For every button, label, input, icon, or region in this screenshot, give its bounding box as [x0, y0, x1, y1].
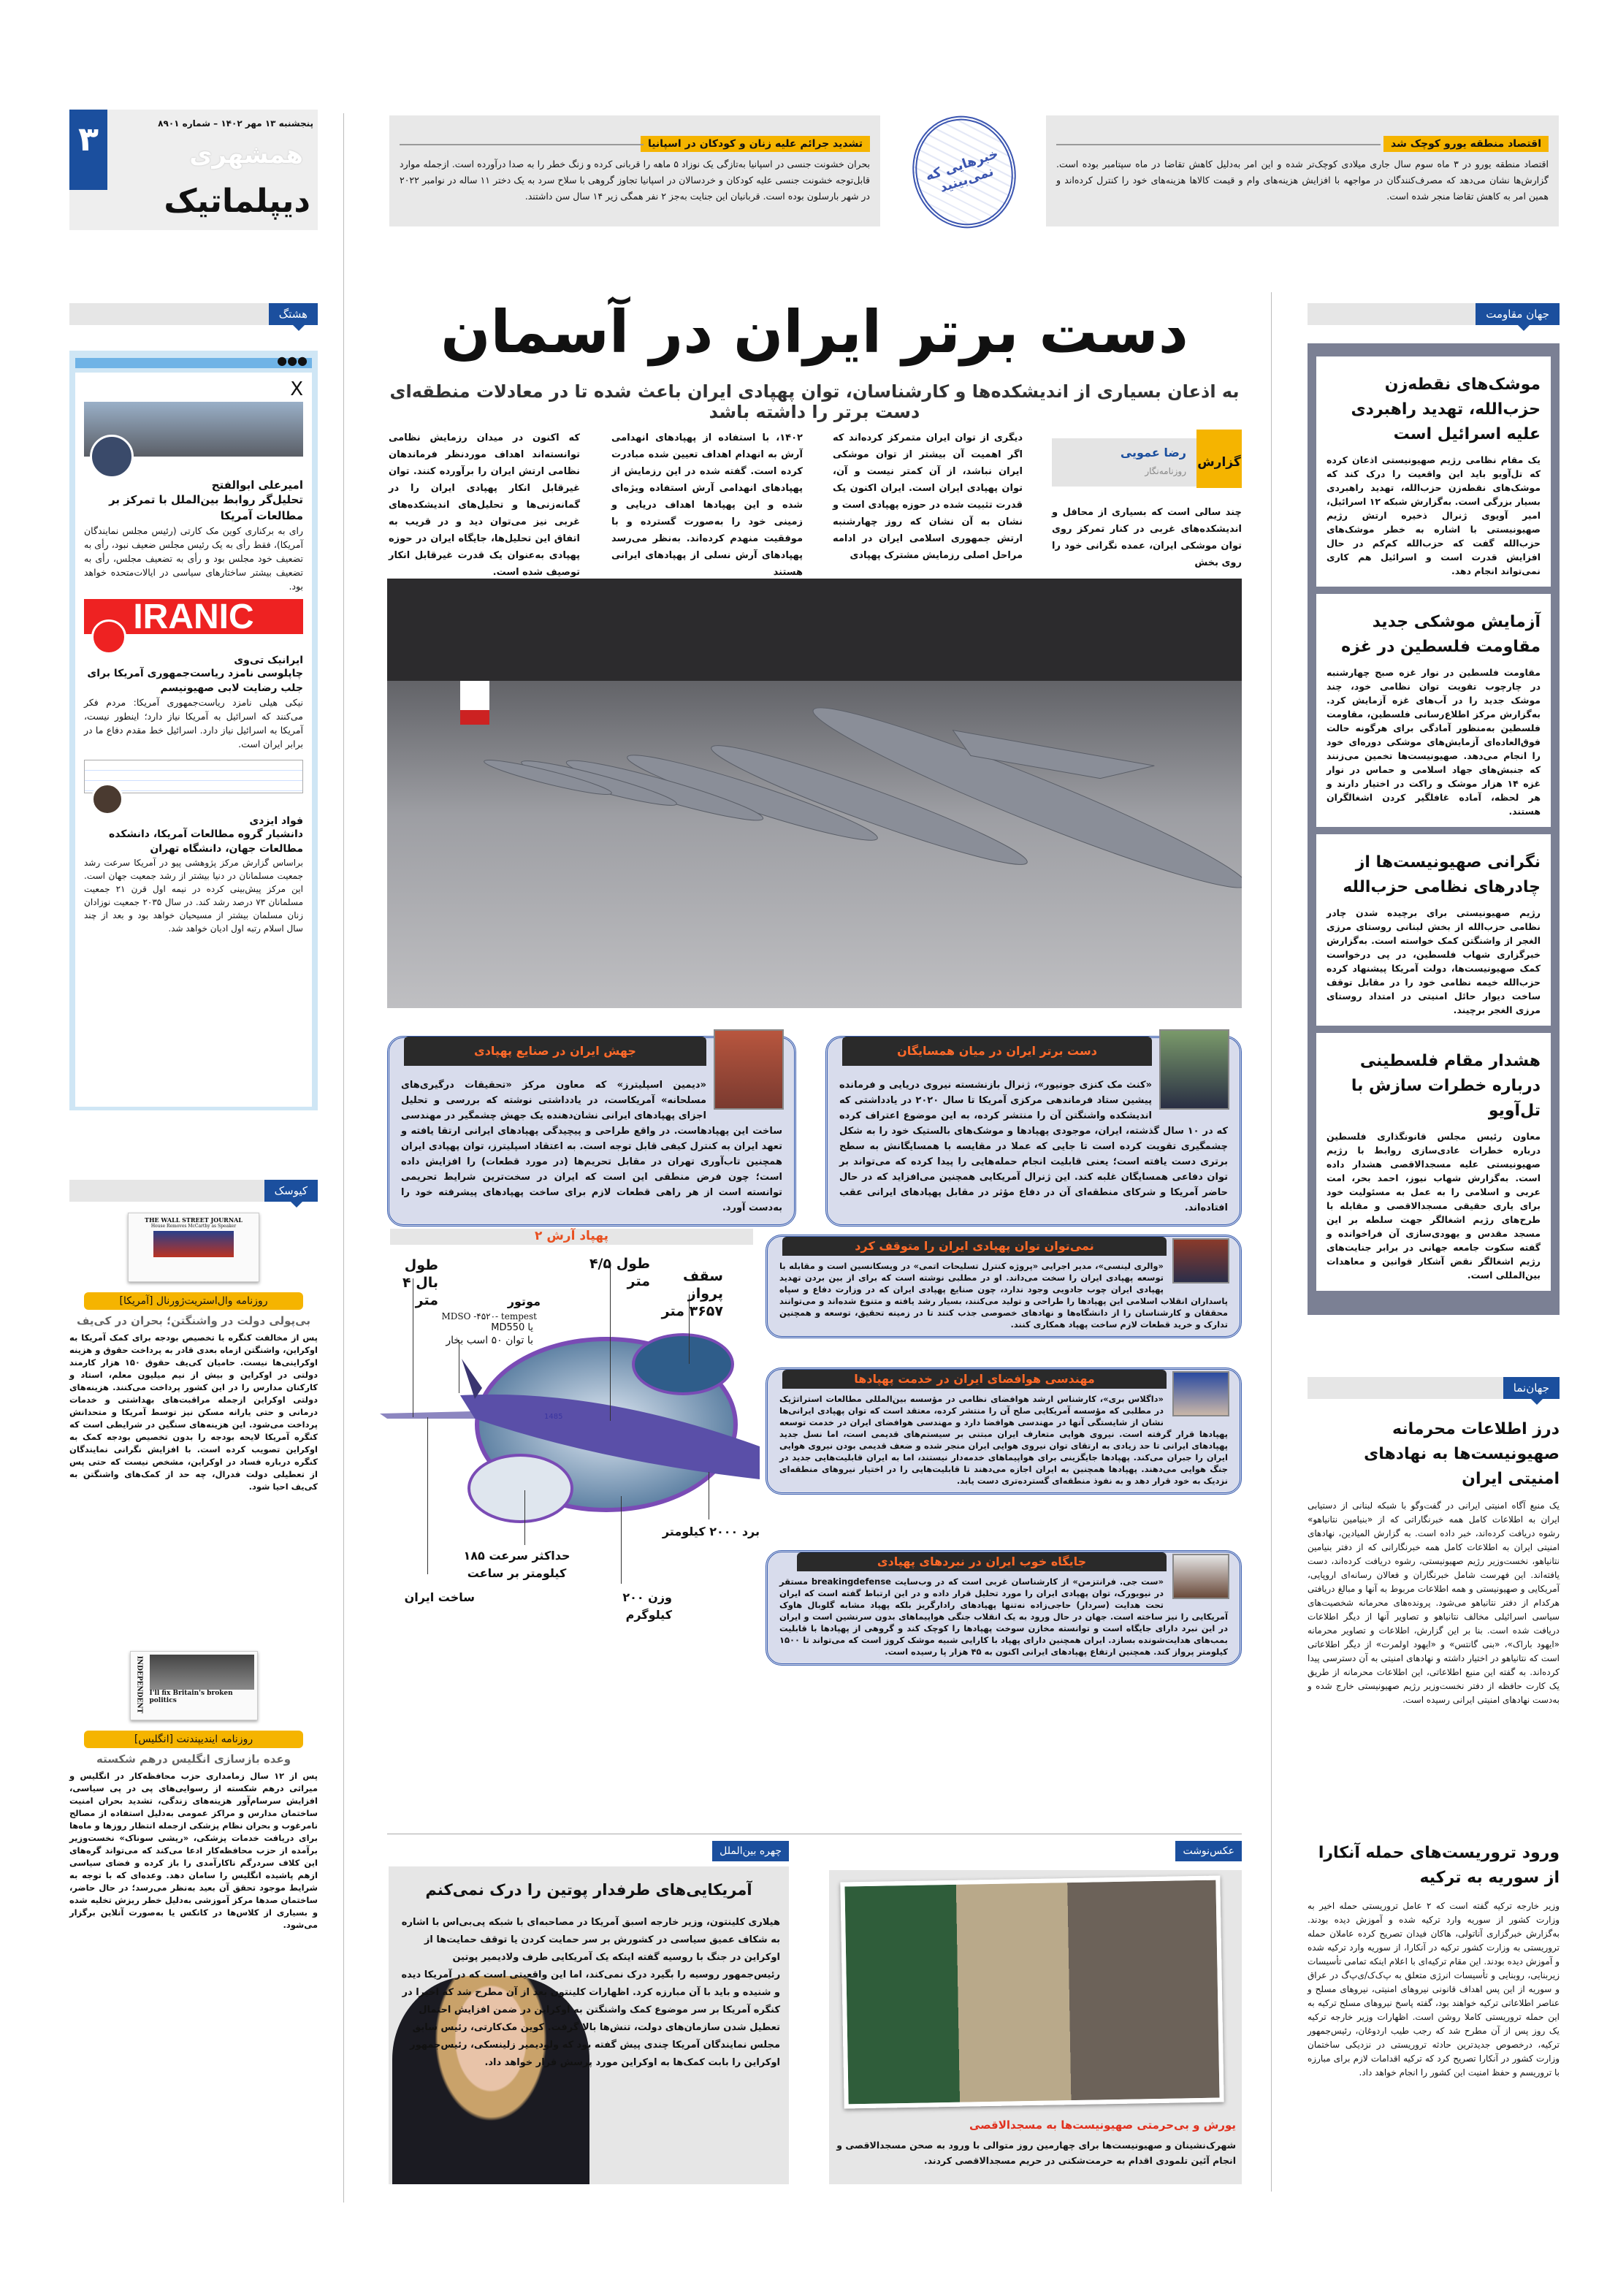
main-column-2: دیگری از توان ایران متمرکز کرده‌اند که اگر اهمیت آن بیشتر از توان موشکی ایران نباشد، از آن کمتر نیست و آن، توان پهپادی ایران است. ایران اکنون یک قدرت تثبیت شده در حوزه پهپادی است و نشان به آن نشان که روز چهارشنبه ارتش جمهوری اسلامی ایران در ادامه مراحل اصلی رزمایش مشترک پهپادی [833, 432, 1023, 561]
section-kiosk [69, 1180, 318, 1202]
resistance-item-body: معاون رئیس مجلس قانونگذاری فلسطین درباره خطرات عادی‌سازی روابط با رژیم صهیونیستی علیه مسجدالاقصی هشدار داده است. به‌گزارش شهاب نیوز، احمد بحر، امت عربی و اسلامی را به عمل به مسئولیت خود برای یاری حقیقی مسجدالاقصی و مقابله با طرح‌های رژیم اشغالگر جهت سلطه بر این مسجد مقدس و یهودی‌سازی آن فراخوانده و گفته سکوت جامعه جهانی در برابر جنایت‌های رژیم اشغالگر نقض آشکار قوانین و معاهدات بین‌المللی است. [1327, 1131, 1541, 1281]
world-view-article [1308, 1417, 1560, 1707]
page-number: ۳ [69, 110, 107, 190]
photo-caption-section [829, 1845, 1242, 2184]
kiosk-item-wsj [69, 1213, 318, 1493]
top-news-left-title: تشدید جرائم علیه زنان و کودکان در اسپانیا [641, 136, 870, 152]
quote-box-body: «ست جی. فرانتزمن» از کارشناسان غربی است که در وب‌سایت breakingdefense مستقر در نیویورک، توان پهپادی ایران را مورد تحلیل قرار داده و در این ارتباط گفته است که ایران تحت هدایت (سردار) حاجی‌زاده نه‌تنها پهپادهای رادارگریز بلکه پهپاد مشابه گلوبال هاوک آمریکایی را نیز ساخته است. جهان در حال ورود به یک انقلاب جنگی هواپیماهای بدون سرنشین است و ایران در این نبرد دارای جایگاه است و توانسته مخازن سوخت پهپادها را کوچک کند و گروهی از پهپادها با قابلیت بمب‌های هدایت‌شونده بسازد. ایران همچنین دارای پهپاد با کارایی شبیه موشک کروز است که می‌تواند تا ۱۵۰۰ کیلومتر پرواز کند. همچنین ارتفاع پهپادهای ایرانی اکنون به ۴۵ هزار پا رسیده است. [779, 1576, 1228, 1657]
kiosk-label: روزنامه وال‌استریت‌ژورنال [آمریکا] [84, 1292, 303, 1310]
label-max-speed: حداکثر سرعت ۱۸۵ کیلومتر بر ساعت [463, 1549, 570, 1580]
world-view-article [1308, 1841, 1560, 2080]
top-news-left [389, 115, 880, 226]
label-engine-title: موتور [507, 1294, 541, 1308]
section-resistance-label: جهان مقاومت [1476, 303, 1560, 325]
iranic-banner: IRANIC [84, 599, 303, 634]
masthead [69, 110, 318, 230]
post-author: امیرعلی ابوالفتح [211, 478, 303, 492]
top-news-left-body: بحران خشونت جنسی در اسپانیا به‌تازگی یک نوزاد ۵ ماهه را قربانی کرده و زنگ خطر را به صدا درآورده است. ازجمله موارد قابل‌توجه خشونت جنسی علیه کودکان و خردسالان در اسپانیا تجاوز گروهی با سلاح سرد به یک دختر ۱۱ ساله در نوامبر ۲۰۲۲ در شهر بارسلون بوده است. قربانیان این جنایت به‌جز ۲ نفر همگی زیر ۱۴ سال سن داشتند. [400, 159, 870, 202]
quote-box-title: جهش ایران در صنایع پهپادی [404, 1037, 706, 1066]
main-column-3: ۱۴۰۲، با استفاده از پهپادهای انهدامی آرش به انهدام اهداف تعیین شده مبادرت کرده است. گفته شده در این رزمایش از پهپادهای انهدامی آرش استفاده ویژه‌ای شده و این پهپادها اهداف دریایی و زمینی خود را به‌صورت گسترده و با موفقیت منهدم کرده‌اند. به‌نظر می‌رسد پهپادهای آرش نسلی از پهپادهای ایرانی هستند [611, 432, 803, 578]
post-body: نیکی هیلی نامزد ریاست‌جمهوری آمریکا: مردم فکر می‌کنند که اسرائیل به آمریکا نیاز دارد؛ اینطور نیست، آمریکا به اسرائیل نیاز دارد. اسرائیل خط مقدم دفاع ما در برابر ایران است. [84, 697, 303, 750]
main-subheadline: به اذعان بسیاری از اندیشکده‌ها و کارشناسان، توان پهپادی ایران باعث شده تا در معادلات منطقه‌ای دست برتر را داشته باشد [389, 381, 1240, 422]
portrait-photo [1172, 1554, 1229, 1599]
independent-masthead: INDEPENDENT [134, 1655, 142, 1714]
intl-face-tag: چهره بین‌الملل [712, 1841, 789, 1861]
kiosk-label: روزنامه ایندیپندنت [انگلیس] [84, 1731, 303, 1748]
world-view-body: وزیر خارجه ترکیه گفته است که ۲ عامل تروریستی حمله اخیر به وزارت کشور از سوریه وارد ترکیه شده و آموزش دیده بودند. به‌گزارش خبرگزاری آناتولی، هاکان فیدان تصریح کرده عاملان حمله تروریستی به وزارت کشور ترکیه در آنکارا، از سوریه وارد ترکیه شده و آموزش دیده بودند. این مقام ترکیه‌ای با اعلام اینکه تمامی تأسیسات زیربنایی، روبنایی و تأسیسات انرژی متعلق به پ‌ک‌ک/ی‌پ‌گ در عراق و سوریه از این پس اهداف قانونی نیروهای امنیتی، نیروهای مسلح و عناصر اطلاعاتی ترکیه خواهند بود، گفته پاسخ نیروهای مسلح ترکیه به این حمله تروریستی کاملا روشن است. اظهارات وزیر خارجه ترکیه یک روز پس از آن مطرح شد که رجب طیب اردوغان، رئیس‌جمهور ترکیه، درخصوص جدیدترین حادثه تروریستی در نزدیکی ساختمان وزارت کشور در آنکارا تصریح کرد که ترکیه اقدامات لازم برای مبارزه با تروریسم و حفظ امنیت این کشور را انجام خواهد داد. [1308, 1901, 1560, 2078]
wsj-cover [128, 1213, 259, 1282]
resistance-item [1316, 1036, 1551, 1291]
post-body: رای به برکناری کوین مک کارتی (رئیس مجلس نمایندگان آمریکا)، فقط رأی به یک رئیس مجلس ضعیف نبود، رأی به تضعیف خود مجلس بود و رأی به تضعیف مجلس، رأی به تضعیف بیشتر ساختارهای سیاسی در ایالات‌متحده خواهد بود. [84, 525, 303, 592]
drone-rows-illustration [387, 579, 1242, 1008]
label-engine-line2: یا MD550 [491, 1322, 533, 1333]
section-resistance [1308, 303, 1560, 325]
wsj-cover-headline: House Removes McCarthy as Speaker [150, 1224, 237, 1229]
section-hashtag [69, 303, 318, 325]
resistance-item-body: رژیم صهیونیستی برای برچیده شدن چادر نظامی حزب‌الله از بخش لبنانی روستای مرزی الغجر از واشنگتن کمک خواسته است. به‌گزارش خبرگزاری شهاب فلسطین، در پی درخواست کمک صهیونیست‌ها، دولت آمریکا پیشنهاد کرده حزب‌الله خیمه نظامی خود را در مقابل توقف ساخت دیوار حائل امنیتی در امتداد روستای مرزی الغجر برچیند. [1327, 907, 1541, 1015]
byline [1052, 438, 1242, 487]
quote-box-body: «دیمین اسپلیترز» که معاون مرکز «تحقیقات درگیری‌های مسلحانه» آمریکاست، در یادداشتی نوشته که بررسی و تحلیل اجزای پهپادهای ایرانی نشان‌دهنده یک جهش چشمگیر در مهندسی ساخت این پهپادهاست. در واقع طراحی و پیچیدگی پهپادهای ایرانی ارتقا یافته و تعهد ایران به کنترل کیفی قابل توجه است. به اعتقاد اسپلیترز، توان پهپادی ایران همچنین تاب‌آوری تهران در مقابل تحریم‌ها (در مورد قطعات) را افزایش داده است؛ چون فرض منطقی این است که ایران در سخت‌ترین شرایط تحریمی توانسته است از هر راهی قطعات لازم برای ساخت پهپادهای پیشرفته خود را به‌دست آورد. [401, 1080, 782, 1213]
portrait-photo [1159, 1029, 1229, 1110]
photo-caption-tag: عکس‌نوشت [1175, 1841, 1242, 1861]
intl-face-section [389, 1845, 789, 2184]
resistance-item-body: یک مقام نظامی رژیم صهیونیستی اذعان کرده که تل‌آویو باید این واقعیت را درک کند که موشک‌های نقطه‌زن حزب‌الله، تهدید راهبردی بسیار بزرگی است. به‌گزارش شبکه ۱۲ اسرائیل، امیر آویوی ژنرال ذخیره ارتش رژیم صهیونیستی با اشاره به خطر موشک‌های حزب‌الله گفت که حزب‌الله کم‌کم در حال افزایش قدرت است و اسرائیل هم کاری نمی‌تواند انجام دهد. [1327, 454, 1541, 576]
date-line: پنجشنبه ۱۳ مهر ۱۴۰۲ – شماره ۸۹۰۱ [158, 118, 313, 129]
intl-face-body: هیلاری کلینتون، وزیر خارجه اسبق آمریکا در مصاحبه‌ای با شبکه پی‌بی‌اس با اشاره به شکاف عمیق سیاسی در کشورش بر سر حمایت کردن یا توقف حمایت‌ها از اوکراین در جنگ با روسیه گفته اینکه یک آمریکایی طرف ولادیمیر پوتین رئیس‌جمهور روسیه را بگیرد درک نمی‌کند، اما این واقعیتی است که در آمریکا دیده و شنیده و باید با آن مبارزه کرد. اظهارات کلینتون بعد از آن مطرح شد که اخیرا در کنگره آمریکا بر سر موضوع کمک واشنگتن به اوکراین در ضمن افزایش احتمال تعطیل شدن سازمان‌های دولت، تنش‌ها بالا گرفت. کوین مک‌کارتی، رئیس سابق مجلس نمایندگان آمریکا چندی پیش گفته بود که ولودیمیر زلینسکی، رئیس‌جمهور اوکراین را بابت کمک‌ها به اوکراین مورد پرسش قرار خواهد داد. [401, 1917, 780, 2068]
label-range: برد ۲۰۰۰ کیلومتر [662, 1525, 760, 1538]
section-hashtag-label: هشتگ [269, 303, 318, 325]
main-column-4: که اکنون در میدان رزمایش نظامی توانسته‌اند اهداف موردنظر فرماندهان نظامی ارتش ایران را برآورده کنند. توان غیرقابل انکار پهپادی ایران را در گمانه‌زنی‌ها و تحلیل‌های اندیشکده‌های غربی نیز می‌توان دید و در قریب به اتفاق این تحلیل‌ها، جایگاه ایران در حوزه پهپادی به‌عنوان یک قدرت غیرقابل انکار توصیف شده است. [389, 432, 580, 578]
resistance-panel [1308, 343, 1560, 1315]
avatar [90, 435, 134, 478]
infographic-title: پهپاد آرش ۲ [535, 1229, 608, 1243]
quote-box-neighbors [825, 1036, 1242, 1227]
paper-name: همشهری [189, 140, 303, 169]
resistance-item [1316, 837, 1551, 1026]
resistance-item [1316, 359, 1551, 587]
post-author: ایرانیک تی‌وی [234, 655, 303, 666]
main-column-1: چند سالی است که بسیاری از محافل و اندیشکده‌های غربی در کنار تمرکز روی توان موشکی ایران، عمده نگرانی خود را روی بخش [1052, 507, 1242, 568]
kiosk-title: بی‌پولی دولت در واشنگتن؛ بحران در کی‌یف [77, 1314, 310, 1327]
resistance-item-title: هشدار مقام فلسطینی درباره خطرات سازش با تل‌آویو [1351, 1052, 1541, 1120]
resistance-item-title: آزمایش موشکی جدید مقاومت فلسطین در غزه [1341, 613, 1541, 656]
post-body: براساس گزارش مرکز پژوهشی پیو در آمریکا سرعت رشد جمعیت مسلمانان در دنیا بیشتر از رشد جمعیت جهان است. این مرکز پیش‌بینی کرده در نیمه اول قرن ۲۱ جمعیت مسلمانان ۷۳ درصد رشد کند. در سال ۲۰۳۵ جمعیت نوزادان زنان مسلمان بیشتر از مسیحیان خواهد بود و بعد از چند سال اسلام رتبه اول ادیان خواهد شد. [84, 858, 303, 934]
quote-box-unstoppable [766, 1235, 1242, 1338]
resistance-item-body: مقاومت فلسطین در نوار غزه صبح چهارشنبه در چارچوب تقویت توان نظامی خود، چند موشک جدید را در آب‌های غزه آزمایش کرد. به‌گزارش مرکز اطلاع‌رسانی فلسطین، مقاومت فلسطین به‌منظور آمادگی برای هرگونه حالت فوق‌العاده‌ای آزمایش‌های موشکی دوره‌ای خود را انجام می‌دهد. صهیونیست‌ها تخمین می‌زنند که جنبش‌های جهاد اسلامی و حماس در نوار غزه ۱۴ هزار موشک و راکت در اختیار دارند و هر لحظه، آماده غافلگیر کردن اشغالگران هستند. [1327, 667, 1541, 817]
independent-cover-headline: I'll fix Britain's broken politics [149, 1690, 233, 1704]
top-news-right-body: اقتصاد منطقه یورو در ۳ ماه سوم سال جاری میلادی کوچک‌تر شده و این امر به‌دلیل کاهش تقاضا در ماه سپتامبر بوده است. گزارش‌ها نشان می‌دهد که مصرف‌کنندگان در مواجهه با افزایش هزینه‌های وام و قیمت کالاها هزینه‌های خود را کنترل کرده‌اند و همین امر به کاهش تقاضا منجر شده است. [1056, 159, 1549, 202]
quote-box-industry [387, 1036, 796, 1227]
portrait-photo [714, 1029, 784, 1110]
author-role: روزنامه‌نگار [1145, 466, 1186, 476]
arash2-infographic [380, 1227, 760, 1812]
avatar [91, 783, 123, 815]
portrait-photo [1172, 1371, 1229, 1416]
wsj-masthead: THE WALL STREET JOURNAL [145, 1216, 243, 1224]
stamp [898, 102, 1030, 242]
world-view-title: درز اطلاعات محرمانه صهیونیست‌ها به نهادهای امنیتی ایران [1364, 1420, 1560, 1488]
browser-bar [75, 354, 312, 368]
main-headline: دست برتر ایران در آسمان [440, 298, 1188, 366]
post-author-role: تحلیل‌گر روابط بین‌الملل با تمرکز بر مطالعات آمریکا [109, 493, 303, 522]
x-posts-panel [69, 351, 318, 1110]
label-length: طول ۴/۵ متر [589, 1256, 650, 1289]
quote-box-title: دست برتر ایران در میان همسایگان [842, 1037, 1152, 1066]
label-weight: وزن ۲۰۰ کیلوگرم [622, 1590, 672, 1622]
post-author-role: دانشیار گروه مطالعات آمریکا، دانشکده مطالعات جهان، دانشگاه تهران [108, 828, 303, 855]
section-world-view [1308, 1377, 1560, 1399]
top-news-right [1046, 115, 1559, 226]
label-wingspan: طول بال ۴ متر [402, 1257, 438, 1308]
al-aqsa-photo [840, 1875, 1224, 2108]
section-world-view-label: جهان‌نما [1503, 1377, 1560, 1399]
window-dots-icon: ●●● [277, 354, 308, 367]
intl-face-title: آمریکایی‌های طرفدار پوتین را درک نمی‌کنم [425, 1881, 752, 1899]
quote-box-drone-battles [766, 1550, 1242, 1666]
post-author-role: چاپلوسی نامزد ریاست‌جمهوری آمریکا برای جلب رضایت لابی صهیونیسم [87, 668, 303, 694]
kiosk-item-independent [69, 1651, 318, 1931]
world-view-title: ورود تروریست‌های حمله آنکارا از سوریه به ترکیه [1318, 1844, 1560, 1887]
stamp-text: خبرهایی که نمی‌بینید [923, 145, 1001, 196]
quote-box-title: مهندسی هوافضای ایران در خدمت پهپادها [782, 1370, 1167, 1389]
quote-box-body: «داگلاس بری»، کارشناس ارشد هوافضای نظامی در مؤسسه بین‌المللی مطالعات استراتژیک در مطلبی که مؤسسه آمریکایی صلح آن را منتشر کرده، معتقد است که توان پهپادی ایرانی‌ها نشان از شایستگی آنها در مهندسی هوافضا دارد و مهندسی هوافضای ایران در خدمت توسعه پهپادها قرار گرفته است. نیروی هوایی متعارف ایران مبتنی بر سیستم‌های قدیمی است، اما نسل جدید پهپادهای ایرانی تا حد زیادی به ارتقای توان نیروی هوایی ایران منجر شده و ضعف قدیمی بودن نیروی هوایی ایران را جبران می‌کند. پهپادها جایگزینی برای هواپیماهای خدمه‌دار نیستند، اما به ایران قابلیت‌هایی جدید در جنگ هوایی می‌دهند. پهپادها همچنین به ایران اجازه می‌دهند تا قابلیت‌هایی را در اختیار نیروهای منطقه‌ای نزدیک به خود قرار دهد و به نفوذ منطقه‌ای گسترده‌تری دست یابد. [779, 1394, 1228, 1486]
quote-box-body: «کنث مک کنزی جونیور»، ژنرال بازنشسته نیروی دریایی و فرمانده پیشین ستاد فرماندهی مرکزی آمریکا تا سال ۲۰۲۰ در یادداشتی که اندیشکده واشنگتن آن را منتشر کرده، به این موضوع اعتراف کرده که در ۱۰ سال گذشته، ایران، موجودی پهپادها و موشک‌های بالستیک خود را به شکل چشمگیری تقویت کرده است تا جایی که عملا در مقایسه با همسایگانش به سطح برتری دست یافته است؛ یعنی قابلیت انجام حمله‌هایی را پیدا کرده که می‌تواند بر توان دفاعی همسایگان غلبه کند. این ژنرال آمریکایی همچنین می‌افزاید که در حال حاضر آمریکا و شرکای منطقه‌ای آن در دفاع مؤثر در مقابل پهپادهای ایرانی عقب افتاده‌اند. [839, 1080, 1228, 1213]
quote-box-title: جایگاه خوب ایران در نبردهای پهپادی [797, 1552, 1167, 1571]
label-engine-line3: با توان ۵۰ اسب بخار [446, 1335, 533, 1346]
label-made-in: ساخت ایران [404, 1590, 475, 1604]
world-view-body: یک منبع آگاه امنیتی ایرانی در گفت‌وگو با شبکه لبنانی از دستیابی ایران به اطلاعات کامل همه خبرنگاراتی که از «بنیامین نتانیاهو» رشوه دریافت کرده‌اند، خبر داده است. به گزارش المیادین، نهادهای امنیتی ایران به اطلاعات کامل همه خبرنگارانی که از دفتر بنیامین نتانیاهو، نخست‌وزیر رژیم صهیونیستی، رشوه دریافت کرده‌اند، دست یافته‌اند. این فهرست شامل خبرنگاران و فعالان رسانه‌ای اروپایی، آمریکایی و صهیونیستی و همه اطلاعات مربوط به آنها و مبالغ دریافتی هرکدام از دفتر نتانیاهو می‌شود. پرونده‌های محرمانه شخصیت‌های سیاسی اسرائیلی مخالف نتانیاهو و تصاویر آنها از دیگر اطلاعات دریافت شده است. بنا بر این گزارش، اطلاعات و تصاویر محرمانه «ایهود باراک»، «بنی گانتس» و «ایهود اولمرت» از دیگر اطلاعاتی است که نتانیاهو در اختیار داشته و نهادهای امنیتی به آن دسترسی پیدا کرده‌اند. به گفته این منبع اطلاعاتی، این اطلاعات محرمانه از طریق یک کارت حافظه از دفتر نخست‌وزیر رژیم صهیونیستی خارج شده و به‌دست نهادهای امنیتی ایرانی رسیده است. [1308, 1500, 1560, 1705]
x-logo-icon: X [290, 378, 303, 400]
kiosk-body: پس از ۱۲ سال زمامداری حزب محافظه‌کار در انگلیس و میراثی درهم شکسته از رسوایی‌های پی در پی سیاسی، افزایش سرسام‌آور هزینه‌های زندگی، تشدید بحران امنیت ساختمان مدارس و مراکز عمومی به‌دلیل استفاده از مصالح نامرغوب و بحران نظام پزشکی ازجمله انتظار روزها و ماه‌ها برای دریافت خدمات پزشکی، «ریشی سوناک» نخست‌وزیر برآمده از حزب محافظه‌کار ادعا می‌کند که می‌تواند گره‌های این کلاف سردرگم ناکارآمدی را باز کرده و فضای سیاسی ازهم پاشیده انگلیس را سامان دهد. وعده‌ای که با توجه به شرایط موجود تحقق آن بعید به‌نظر می‌رسد؛ در حال حاضر، ساختمان صدها مرکز آموزشی به‌دلیل خطر ریزش تخلیه شده و بسیاری از کلاس‌ها در کانکس یا به‌صورت آنلاین برگزار می‌شود. [69, 1771, 318, 1930]
photo-caption-body: شهرک‌نشینان و صهیونیست‌ها برای چهارمین روز متوالی با ورود به صحن مسجدالاقصی و انجام آئین تلمودی اقدام به حرمت‌شکنی در حریم مسجدالاقصی کردند. [836, 2140, 1236, 2166]
kicker: گزارش [1196, 430, 1242, 488]
quote-box-title: نمی‌توان توان پهپادی ایران را متوقف کرد [782, 1237, 1167, 1256]
label-engine-line1: MDSO -۴۵۲۰- tempest [441, 1311, 537, 1321]
label-ceiling: سقف پرواز ۳۶۵۷ متر [661, 1268, 723, 1319]
kiosk-title: وعده بازسازی انگلیس درهم شکسته [96, 1752, 291, 1766]
tail-number: 1485 [544, 1413, 563, 1421]
resistance-item-title: نگرانی صهیونیست‌ها از چادرهای نظامی حزب‌الله [1343, 853, 1541, 896]
quote-box-aerospace [766, 1368, 1242, 1495]
quote-box-body: «والری لینسی»، مدیر اجرایی «پروژه کنترل تسلیحات اتمی» در ویسکانسین است و مقابله با توسعه پهپادی ایران را سخت می‌داند. او در مطلبی نوشته است که برای از بین بردن تهدید پهپادی ایران چوب جادویی وجود ندارد، چون صنایع پهپادی ایران که در وزارت دفاع و سپاه پاسداران انقلاب اسلامی این پهپادها را طراحی و تولید می‌کنند، بسیار رشد یافته و متنوع شده‌اند و می‌توانند محققان و کارشناسان را از دانشگاه‌ها و نهادهای خصوصی جذب کنند تا در زمینه تحقیق، توسعه و همچنین تدارک و خرید قطعات لازم ساخت پهپاد همکاری کنند. [779, 1261, 1228, 1330]
post-author: فواد ایزدی [249, 815, 303, 827]
portrait-photo [1172, 1238, 1229, 1284]
resistance-item [1316, 597, 1551, 827]
author-name: رضا عمویی [1120, 446, 1186, 459]
top-news-right-title: اقتصاد منطقه یورو کوچک شد [1383, 136, 1549, 152]
independent-cover [130, 1651, 258, 1720]
section-kiosk-label: کیوسک [264, 1180, 318, 1202]
kiosk-body: پس از مخالفت کنگره با تخصیص بودجه برای کمک آمریکا به اوکراین، واشنگتن ازماه بعدی قادر به پرداخت حقوق و هزینه اوکراینی‌ها نیست. حامیان کی‌یف حقوق ۱۵۰ هزار کارمند دولتی در اوکراین و بیش از نیم میلیون معلم، استاد و کارکنان مدارس را در این کشور پرداخت می‌کنند. هزینه‌های دولتی اوکراین ازجمله مراقبت‌های بهداشتی و خدمات درمانی و حتی یارانه مسکن نیز توسط آمریکا و متحدانش پرداخت می‌شود. این هزینه‌های سنگین در شرایطی است که کنگره آمریکا لایحه بودجه را بدون تخصیص بودجه کمک به اوکراین تصویب کرده است. با افزایش نگرانی نمایندگان کنگره درباره فساد در اوکراین، مشخص نیست که حتی پس از تعطیلی دولت فدرال، چه حد از کمک‌های واشنگتن به کی‌یف احیا شود. [69, 1332, 318, 1492]
avatar [91, 619, 126, 655]
drones-photo [387, 579, 1242, 1008]
photo-caption-title: یورش و بی‌حرمتی صهیونیست‌ها به مسجدالاقصی [969, 2118, 1236, 2132]
section-logo: دیپلماتیک [164, 183, 310, 220]
resistance-item-title: موشک‌های نقطه‌زن حزب‌الله، تهدید راهبردی علیه اسرائیل است [1351, 375, 1541, 443]
